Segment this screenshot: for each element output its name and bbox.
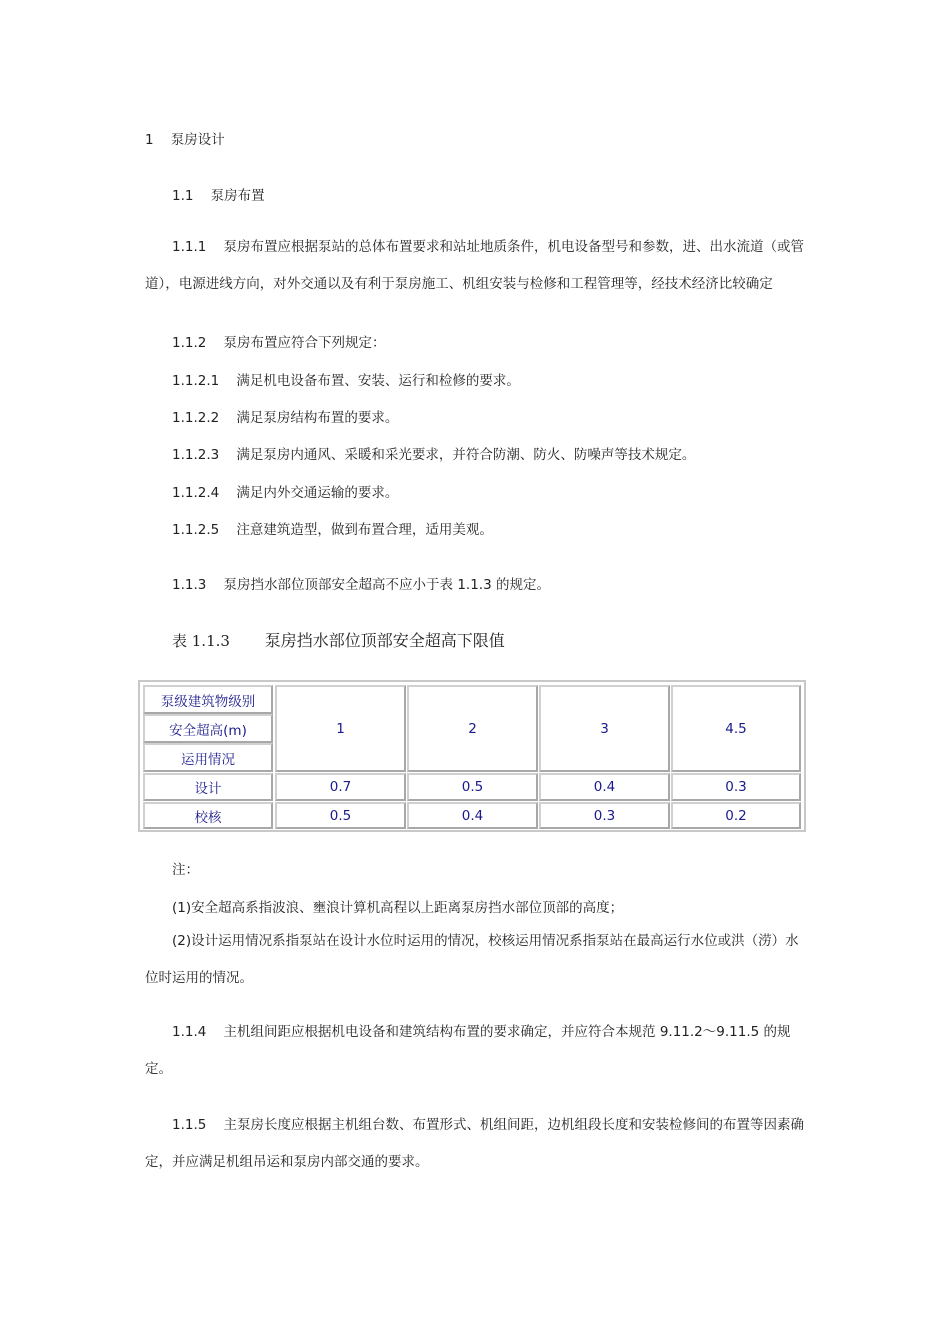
note-item: (2)设计运用情况系指泵站在设计水位时运用的情况，校核运用情况系指泵站在最高运行水位或洪（涝）水位时运用的情况。: [145, 933, 799, 986]
table-cell: 0.3: [671, 773, 801, 801]
clause-1-1-5: [145, 1107, 810, 1181]
rule-text: 满足泵房内通风、采暖和采光要求，并符合防潮、防火、防噪声等技术规定。: [236, 447, 696, 463]
subsection-number: 1.1: [172, 188, 194, 204]
rule-text: 注意建筑造型，做到布置合理，适用美观。: [236, 522, 493, 538]
table-row-label: 设计: [143, 773, 273, 801]
rule-number: 1.1.2.4: [172, 485, 220, 501]
clause-text: 泵房布置应符合下列规定：: [223, 335, 386, 351]
table-header-label: 安全超高(m): [143, 714, 273, 743]
rule-number: 1.1.2.5: [172, 522, 220, 538]
subsection-title: 泵房布置: [210, 188, 265, 204]
table-header-label: 运用情况: [143, 743, 273, 772]
clause-1-1-4: [145, 1014, 810, 1088]
clause-1-1-3: [172, 573, 837, 593]
clause-1-1-2: [172, 331, 837, 351]
rule-item: [172, 406, 837, 426]
clause-number: 1.1.4: [172, 1024, 207, 1040]
table-level-cell: 2: [407, 685, 538, 772]
table-level-cell: 1: [275, 685, 406, 772]
clause-text: 主泵房长度应根据主机组台数、布置形式、机组间距，边机组段长度和安装检修间的布置等因素确定，并应满足机组吊运和泵房内部交通的要求。: [145, 1117, 805, 1170]
table-caption-title: 泵房挡水部位顶部安全超高下限值: [264, 631, 505, 650]
clause-number: 1.1.2: [172, 335, 207, 351]
notes-title: 注：: [172, 862, 199, 878]
clause-1-1-1: [145, 229, 810, 303]
note-item: (1)安全超高系指波浪、壅浪计算机高程以上距离泵房挡水部位顶部的高度；: [172, 900, 624, 916]
rule-text: 满足泵房结构布置的要求。: [236, 410, 399, 426]
rule-number: 1.1.2.1: [172, 373, 220, 389]
table-caption: [172, 628, 505, 651]
table-row-label: 校核: [143, 802, 273, 829]
table-cell: 0.3: [539, 802, 670, 829]
rule-text: 满足机电设备布置、安装、运行和检修的要求。: [236, 373, 520, 389]
rule-number: 1.1.2.3: [172, 447, 220, 463]
table-cell: 0.5: [407, 773, 538, 801]
rule-text: 满足内外交通运输的要求。: [236, 485, 399, 501]
section-number: 1: [145, 132, 154, 148]
section-title: 泵房设计: [170, 132, 225, 148]
table-caption-number: 表 1.1.3: [172, 632, 230, 650]
table-cell: 0.4: [407, 802, 538, 829]
clause-number: 1.1.5: [172, 1117, 207, 1133]
table-cell: 0.2: [671, 802, 801, 829]
rule-number: 1.1.2.2: [172, 410, 220, 426]
table-cell: 0.7: [275, 773, 406, 801]
clause-text: 泵房布置应根据泵站的总体布置要求和站址地质条件，机电设备型号和参数，进、出水流道（或管道），电源进线方向，对外交通以及有利于泵房施工、机组安装与检修和工程管理等，经技术经济比较确定: [145, 239, 805, 292]
section-heading: [145, 128, 810, 148]
table-level-cell: 4.5: [671, 685, 801, 772]
clause-text: 泵房挡水部位顶部安全超高不应小于表 1.1.3 的规定。: [223, 577, 550, 593]
clause-number: 1.1.3: [172, 577, 207, 593]
table-header-label: 泵级建筑物级别: [143, 685, 273, 714]
subsection-heading: [172, 184, 837, 204]
safety-height-table: [138, 680, 806, 832]
rule-item: [172, 369, 837, 389]
rule-item: [172, 481, 837, 501]
table-cell: 0.5: [275, 802, 406, 829]
table-cell: 0.4: [539, 773, 670, 801]
clause-text: 主机组间距应根据机电设备和建筑结构布置的要求确定，并应符合本规范 9.11.2～9.11.5 的规定。: [145, 1024, 791, 1077]
table-level-cell: 3: [539, 685, 670, 772]
rule-item: [172, 443, 837, 463]
rule-item: [172, 518, 837, 538]
clause-number: 1.1.1: [172, 239, 207, 255]
